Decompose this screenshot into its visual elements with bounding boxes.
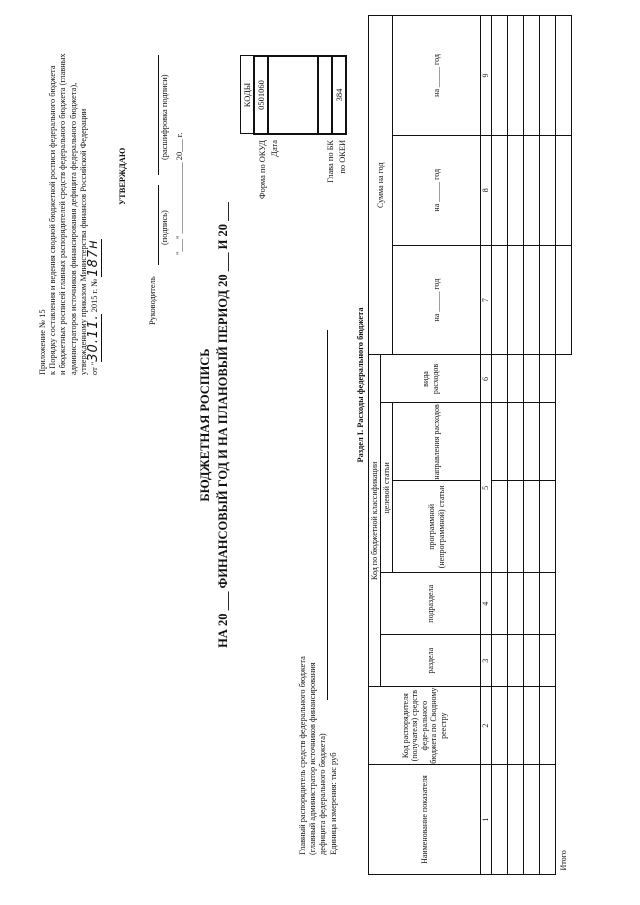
appendix-line: Приложение № 15 <box>38 309 47 375</box>
appendix-line: и бюджетных росписей главных распорядителей средств федерального бюджета (главных <box>58 53 68 375</box>
table-cell <box>524 765 540 875</box>
table-cell <box>508 481 524 573</box>
signature-caption: (подпись) <box>160 210 169 245</box>
table-cell <box>540 135 556 245</box>
col-expense-type-header: вида расходов <box>381 355 481 403</box>
col-direction-header: направления расходов <box>393 403 481 481</box>
total-label: Итого <box>559 850 568 871</box>
codes-box <box>240 55 347 135</box>
table-cell <box>492 765 508 875</box>
col-program-header: программной (непрограммной) статьи <box>393 481 481 573</box>
page-subtitle: НА 20 ___ ФИНАНСОВЫЙ ГОД И НА ПЛАНОВЫЙ ПЕРИОД 20 ___ И 20 ___ <box>216 202 230 648</box>
table-cell <box>540 355 556 403</box>
table-cell <box>524 481 540 573</box>
col-subsection-header: подраздела <box>381 573 481 635</box>
info-block <box>298 555 339 855</box>
date-year: 2015 г. № <box>90 278 100 313</box>
table-cell <box>492 245 508 355</box>
table-cell <box>508 635 524 687</box>
info-line: Единица измерения: тыс руб <box>328 752 338 855</box>
table-cell <box>492 355 508 403</box>
bk-value <box>318 56 332 134</box>
col-year-3-header: на _____ год <box>393 16 481 136</box>
total-cell <box>556 245 572 355</box>
okei-label: по ОКЕИ <box>338 140 347 174</box>
table-cell <box>508 135 524 245</box>
col-number: 4 <box>481 573 492 635</box>
approve-heading: УТВЕРЖДАЮ <box>118 147 127 205</box>
total-cell <box>556 16 572 136</box>
table-cell <box>540 765 556 875</box>
table-cell <box>508 16 524 136</box>
appendix-line: утвержденному приказом Министерства финансов Российской Федерации <box>78 108 88 375</box>
table-cell <box>540 403 556 481</box>
table-cell <box>524 573 540 635</box>
okud-label: Форма по ОКУД <box>258 140 267 199</box>
bk-label: Глава по БК <box>326 140 335 183</box>
appendix-line: к Порядку составления и ведения сводной бюджетной росписи федерального бюджета <box>48 65 58 375</box>
table-cell <box>492 687 508 765</box>
appendix-line: администраторов источников финансирования дефицита федерального бюджета), <box>68 82 78 375</box>
table-cell <box>524 355 540 403</box>
table-cell <box>524 245 540 355</box>
appendix-date-line <box>86 35 102 375</box>
col-number: 7 <box>481 245 492 355</box>
table-cell <box>524 635 540 687</box>
col-number: 8 <box>481 135 492 245</box>
appendix-block <box>38 35 100 375</box>
col-name-header: Наименование показателя <box>369 765 481 875</box>
table-cell <box>492 481 508 573</box>
approve-date-line: "___" _________________ 20___ г. <box>175 132 184 255</box>
table-cell <box>540 16 556 136</box>
table-cell <box>524 135 540 245</box>
col-year-2-header: на _____ год <box>393 135 481 245</box>
table-cell <box>540 573 556 635</box>
col-number: 1 <box>481 765 492 875</box>
table-cell <box>540 635 556 687</box>
group-sum-header: Сумма на год <box>369 16 393 356</box>
decryption-line <box>158 55 159 175</box>
distributor-line <box>327 330 328 700</box>
column-numbers-row <box>481 16 492 875</box>
table-cell <box>524 16 540 136</box>
table-cell <box>540 245 556 355</box>
col-section-header: раздела <box>381 635 481 687</box>
col-year-1-header: на _____ год <box>393 245 481 355</box>
col-number: 9 <box>481 16 492 136</box>
total-label-cell <box>556 355 572 875</box>
table-cell <box>508 765 524 875</box>
decryption-caption: (расшифровка подписи) <box>160 74 169 160</box>
table-cell <box>492 403 508 481</box>
okud-value: 0501060 <box>254 56 268 134</box>
okei-value: 384 <box>332 56 346 134</box>
date-label: Дата <box>270 140 279 157</box>
info-line: дефицита федерального бюджета) <box>318 733 328 855</box>
section-title: Раздел I. Расходы федерального бюджета <box>356 307 365 463</box>
group-budget-class-header: Код по бюджетной классификации <box>369 355 381 687</box>
table-cell <box>508 355 524 403</box>
table-row <box>540 16 556 875</box>
date-prefix: от " <box>90 361 100 375</box>
table-cell <box>492 573 508 635</box>
table-cell <box>524 687 540 765</box>
table-cell <box>540 481 556 573</box>
table-cell <box>524 403 540 481</box>
col-code-recipient-header: Код распорядителя (получателя) средств феде-рального бюджета по Сводному реестру <box>369 687 481 765</box>
expenses-table <box>368 15 572 875</box>
page-title: БЮДЖЕТНАЯ РОСПИСЬ <box>198 348 212 502</box>
table-row <box>524 16 540 875</box>
table-cell <box>492 135 508 245</box>
table-cell <box>540 687 556 765</box>
info-line: Главный распорядитель средств федерального бюджета <box>298 656 307 855</box>
table-row <box>508 16 524 875</box>
col-number: 2 <box>481 687 492 765</box>
table-cell <box>508 245 524 355</box>
total-cell <box>556 135 572 245</box>
col-number: 3 <box>481 635 492 687</box>
group-target-header: целевой статьи <box>381 403 393 573</box>
table-cell <box>508 573 524 635</box>
table-cell <box>508 403 524 481</box>
info-line: (главный администратор источников финансирования <box>308 662 318 855</box>
head-label: Руководитель <box>148 276 157 325</box>
order-number: 187н <box>86 239 102 277</box>
codes-header: КОДЫ <box>241 56 255 134</box>
col-number: 5 <box>481 403 492 573</box>
signature-line <box>158 185 159 265</box>
table-cell <box>508 687 524 765</box>
table-cell <box>492 16 508 136</box>
date-value <box>268 56 318 134</box>
date-day-month: 30.11. <box>86 314 102 362</box>
total-row <box>556 16 572 875</box>
table-cell <box>492 635 508 687</box>
table-row <box>492 16 508 875</box>
col-number: 6 <box>481 355 492 403</box>
